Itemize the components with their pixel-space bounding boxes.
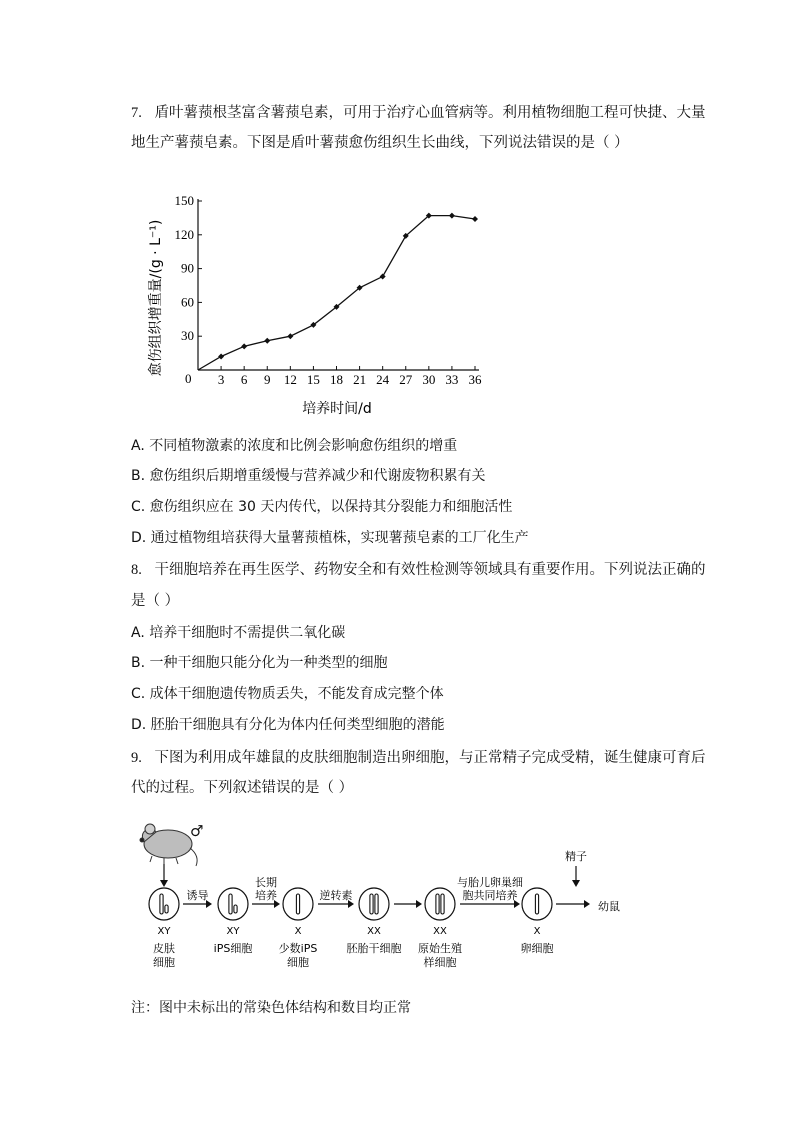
cell-1	[149, 888, 179, 969]
cell-outline	[218, 888, 248, 920]
chromosome-x	[441, 894, 444, 914]
cell-name-label-2: 细胞	[153, 956, 175, 969]
chart-axes	[198, 199, 479, 370]
cell-name-label: 皮肤	[153, 942, 175, 955]
x-tick-label: 36	[468, 372, 482, 387]
arrow-label-top: 与胎儿卵巢细	[457, 876, 523, 889]
cell-chromosome-label: XY	[157, 926, 171, 937]
q7-option-b: B. 愈伤组织后期增重缓慢与营养减少和代谢废物积累有关	[131, 468, 486, 484]
chromosome-x	[229, 894, 232, 914]
chromosome-y	[234, 905, 237, 913]
process-arrow-3	[318, 888, 354, 908]
x-tick-label: 3	[217, 372, 225, 387]
arrow-label-bottom: 胞共同培养	[462, 889, 518, 902]
q8-stem-line1	[131, 560, 705, 580]
chromosome-x	[375, 894, 378, 914]
q9-note: 注：图中未标出的常染色体结构和数目均正常	[131, 1000, 411, 1016]
cell-chromosome-label: XX	[367, 926, 381, 937]
y-tick-label: 60	[181, 294, 194, 310]
process-arrow-5	[457, 875, 523, 908]
arrow-head	[416, 900, 422, 908]
cell-chromosome-label: X	[533, 926, 541, 937]
result-label: 幼鼠	[598, 900, 620, 913]
x-tick-label: 12	[283, 372, 297, 387]
q8-option-d: D. 胚胎干细胞具有分化为体内任何类型细胞的潜能	[131, 717, 445, 733]
data-point	[241, 343, 247, 349]
y-tick-label: 120	[174, 226, 194, 242]
arrow-label-top: 逆转素	[319, 889, 353, 902]
y-tick-label: 90	[181, 260, 194, 276]
q9-stem-text-1: 下图为利用成年雄鼠的皮肤细胞制造出卵细胞，与正常精子完成受精，诞生健康可育后	[154, 750, 706, 766]
data-point	[218, 353, 224, 359]
cell-chromosome-label: X	[294, 926, 302, 937]
data-point	[264, 338, 270, 344]
cell-chromosome-label: XX	[433, 926, 447, 937]
callus-growth-chart	[140, 180, 490, 420]
chromosome-x	[535, 894, 538, 914]
cell-2	[214, 888, 253, 955]
cell-name-label: iPS细胞	[213, 942, 253, 955]
chromosome-x	[296, 894, 299, 914]
arrow-head	[584, 900, 590, 908]
x-tick-label: 18	[330, 372, 343, 387]
cell-name-label-2: 细胞	[287, 956, 309, 969]
arrow-label-top: 诱导	[186, 889, 209, 902]
cell-chromosome-label: XY	[226, 926, 240, 937]
arrow-label-top: 长期	[255, 876, 277, 889]
data-point	[287, 333, 293, 339]
arrow-label-bottom: 培养	[255, 889, 277, 902]
origin-label: 0	[185, 371, 192, 386]
chromosome-y	[165, 905, 168, 913]
cell-outline	[149, 888, 179, 920]
q7-option-d: D. 通过植物组培获得大量薯蓣植株，实现薯蓣皂素的工厂化生产	[131, 530, 529, 546]
chart-series	[198, 213, 478, 370]
cell-3	[279, 888, 318, 969]
data-point	[449, 213, 455, 219]
x-axis-label: 培养时间/d	[302, 401, 372, 417]
q7-number: 7.	[131, 105, 142, 121]
x-tick-label: 27	[399, 372, 413, 387]
x-tick-label: 30	[422, 372, 436, 387]
q8-option-c: C. 成体干细胞遗传物质丢失，不能发育成完整个体	[131, 686, 444, 702]
chromosome-x	[370, 894, 373, 914]
cell-name-label: 少数iPS	[278, 942, 318, 955]
q9-stem-line1	[131, 748, 705, 768]
x-tick-label: 9	[264, 372, 271, 387]
series-line	[198, 216, 475, 370]
process-arrow-1	[183, 889, 212, 908]
mouse-icon	[140, 824, 197, 866]
y-axis-label: 愈伤组织增重量/(g · L⁻¹)	[148, 219, 164, 377]
q9-number: 9.	[131, 750, 142, 766]
data-point	[380, 273, 386, 279]
q7-stem-text-1: 盾叶薯蓣根茎富含薯蓣皂素，可用于治疗心血管病等。利用植物细胞工程可快捷、大量	[154, 105, 706, 121]
q8-option-b: B. 一种干细胞只能分化为一种类型的细胞	[131, 655, 388, 671]
data-point	[472, 216, 478, 222]
cell-4	[347, 888, 402, 955]
sperm-arrow	[572, 866, 580, 887]
q8-stem-line2: 是（ ）	[131, 593, 180, 609]
q9-stem-line2: 代的过程。下列叙述错误的是（ ）	[131, 780, 354, 796]
y-tick-label: 150	[174, 193, 194, 208]
x-tick-label: 15	[306, 372, 320, 387]
process-arrow-2	[252, 875, 280, 908]
mouse-oocyte-process-diagram	[130, 812, 690, 972]
x-tick-label: 24	[376, 372, 390, 387]
sperm-label: 精子	[565, 850, 587, 863]
x-tick-label: 21	[353, 372, 367, 387]
chromosome-x	[160, 894, 163, 914]
cell-5	[418, 888, 462, 969]
x-tick-label: 33	[445, 372, 459, 387]
cell-name-label: 原始生殖	[418, 942, 462, 955]
process-arrow-6	[556, 900, 590, 908]
chromosome-x	[436, 894, 439, 914]
q8-number: 8.	[131, 562, 142, 578]
cell-outline	[359, 888, 389, 920]
cell-6	[521, 888, 554, 955]
q7-stem-line2: 地生产薯蓣皂素。下图是盾叶薯蓣愈伤组织生长曲线，下列说法错误的是（ ）	[131, 135, 629, 151]
process-arrow-4	[394, 900, 422, 908]
x-tick-label: 6	[240, 372, 248, 387]
cell-name-label: 胚胎干细胞	[346, 942, 402, 955]
q7-option-c: C. 愈伤组织应在 30 天内传代，以保持其分裂能力和细胞活性	[131, 499, 513, 515]
cell-outline	[425, 888, 455, 920]
cell-name-label-2: 样细胞	[423, 956, 457, 969]
q7-option-a: A. 不同植物激素的浓度和比例会影响愈伤组织的增重	[131, 438, 458, 454]
q8-option-a: A. 培养干细胞时不需提供二氧化碳	[131, 625, 346, 641]
q7-stem-line1	[131, 103, 705, 123]
male-symbol: ♂	[190, 822, 204, 840]
cell-name-label: 卵细胞	[520, 942, 554, 955]
y-tick-label: 30	[181, 328, 194, 344]
q8-stem-text-1: 干细胞培养在再生医学、药物安全和有效性检测等领域具有重要作用。下列说法正确的	[154, 562, 706, 578]
mouse-to-cell-arrow	[160, 864, 168, 887]
